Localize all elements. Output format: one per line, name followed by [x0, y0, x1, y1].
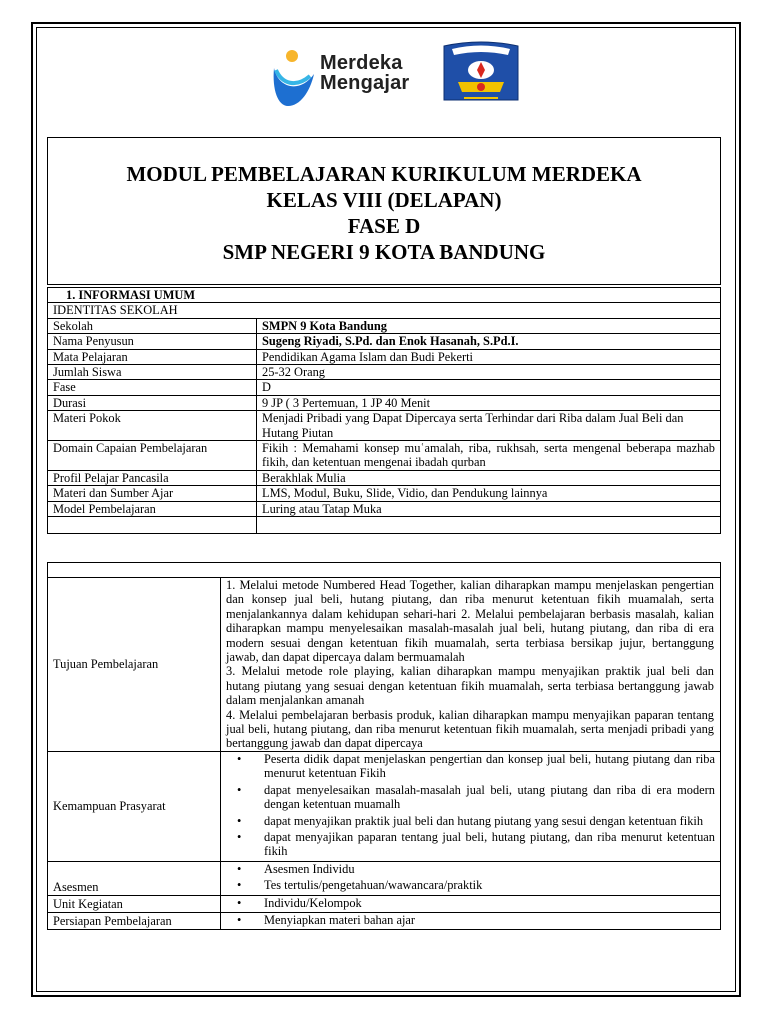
field-value: Sugeng Riyadi, S.Pd. dan Enok Hasanah, S.Pd.I.	[257, 334, 721, 349]
table-row	[48, 486, 721, 501]
row-label-asesmen: Asesmen	[48, 861, 221, 895]
list-item: • dapat menyelesaikan masalah-masalah jual beli, utang piutang dan riba di era modern dengan ketentuan muamalh	[264, 783, 715, 812]
empty-header-row	[48, 563, 721, 578]
asesmen-list	[226, 862, 715, 893]
section-subheading: IDENTITAS SEKOLAH	[48, 303, 721, 318]
module-title-box	[47, 137, 721, 285]
table-row	[48, 563, 721, 578]
tujuan-paragraph: 3. Melalui metode role playing, kalian diharapkan mampu menyajikan praktik jual beli dan hutang piutang yang sesuai dengan ketentuan fikih muamalah, serta terbiasa bertanggung jawab dalam menjalankan amanah	[226, 664, 714, 708]
list-item: • Menyiapkan materi bahan ajar	[264, 913, 715, 927]
list-item: • Individu/Kelompok	[264, 896, 715, 910]
tujuan-content	[221, 578, 721, 752]
table-row	[48, 441, 721, 471]
section-heading: 1. INFORMASI UMUM	[48, 288, 721, 303]
field-value: Fikih : Memahami konsep muʿamalah, riba, rukhsah, serta mengenal beberapa mazhab fikih, dan ketentuan mengenai ibadah qurban	[257, 441, 721, 471]
row-label-unit: Unit Kegiatan	[48, 895, 221, 912]
table-row	[48, 517, 721, 534]
field-label: Materi dan Sumber Ajar	[48, 486, 257, 501]
prasyarat-content	[221, 751, 721, 861]
table-row	[48, 411, 721, 441]
table-row	[48, 395, 721, 410]
field-value: Luring atau Tatap Muka	[257, 501, 721, 516]
list-item: • Peserta didik dapat menjelaskan pengertian dan konsep jual beli, hutang piutang dan riba menurut ketentuan Fikih	[264, 752, 715, 781]
field-label: Model Pembelajaran	[48, 501, 257, 516]
field-label: Domain Capaian Pembelajaran	[48, 441, 257, 471]
kompetensi-table	[47, 562, 721, 930]
field-value: Menjadi Pribadi yang Dapat Dipercaya serta Terhindar dari Riba dalam Jual Beli dan Hutang Piutan	[257, 411, 721, 441]
list-item: • dapat menyajikan praktik jual beli dan hutang piutang yang sesui dengan ketentuan fikih	[264, 814, 715, 828]
tut-wuri-handayani-logo	[438, 40, 524, 110]
title-line-1: MODUL PEMBELAJARAN KURIKULUM MERDEKA	[126, 162, 642, 186]
list-item: • Tes tertulis/pengetahuan/wawancara/praktik	[264, 878, 715, 892]
table-row	[48, 751, 721, 861]
tujuan-paragraph: 1. Melalui metode Numbered Head Together, kalian diharapkan mampu menjelaskan pengertian dan konsep jual beli, hutang piutang, dan riba menurut ketentuan fikih muamalah, serta menjalankannya dalam kehidupan sehari-hari 2. Melalui pembelajaran berbasis masalah, kalian diharapkan mampu menyelesaikan masalah-masalah jual beli, hutang piutang, dan riba di era modern sesuai dengan ketentuan fikih muamalah, serta terbiasa bersikap jujur, bertanggung jawab, dan dapat dipercaya dalam bermuamalah	[226, 578, 714, 665]
row-label-tujuan: Tujuan Pembelajaran	[48, 578, 221, 752]
list-item: • dapat menyajikan paparan tentang jual beli, hutang piutang, dan riba menurut ketentuan fikih	[264, 830, 715, 859]
title-line-3: FASE D	[347, 214, 421, 238]
field-label: Profil Pelajar Pancasila	[48, 470, 257, 485]
table-row	[48, 318, 721, 333]
table-row	[48, 895, 721, 912]
field-value: 25-32 Orang	[257, 365, 721, 380]
table-row	[48, 288, 721, 303]
field-label: Materi Pokok	[48, 411, 257, 441]
unit-list	[226, 896, 715, 910]
field-label: Fase	[48, 380, 257, 395]
table-row	[48, 365, 721, 380]
logo-text-mengajar: Mengajar	[320, 72, 410, 94]
table-row	[48, 470, 721, 485]
informasi-umum-table	[47, 287, 721, 534]
table-row	[48, 303, 721, 318]
prasyarat-list	[226, 752, 715, 859]
field-label: Durasi	[48, 395, 257, 410]
field-value: D	[257, 380, 721, 395]
title-line-4: SMP NEGERI 9 KOTA BANDUNG	[222, 240, 546, 264]
table-row	[48, 334, 721, 349]
field-value: 9 JP ( 3 Pertemuan, 1 JP 40 Menit	[257, 395, 721, 410]
table-row	[48, 578, 721, 752]
empty-cell	[257, 517, 721, 534]
table-row	[48, 861, 721, 895]
empty-cell	[48, 517, 257, 534]
field-value: LMS, Modul, Buku, Slide, Vidio, dan Pendukung lainnya	[257, 486, 721, 501]
title-line-2: KELAS VIII (DELAPAN)	[266, 188, 502, 212]
asesmen-content	[221, 861, 721, 895]
table-row	[48, 349, 721, 364]
field-value: Pendidikan Agama Islam dan Budi Pekerti	[257, 349, 721, 364]
field-value: Berakhlak Mulia	[257, 470, 721, 485]
merdeka-mengajar-wordmark	[320, 53, 409, 93]
list-item: • Asesmen Individu	[264, 862, 715, 876]
tujuan-paragraph: 4. Melalui pembelajaran berbasis produk, kalian diharapkan mampu menyajikan paparan tentang jual beli, hutang piutang, dan riba menurut ketentuan fikih muamalah, serta menjadi pribadi yang bertanggung jawab dan dapat dipercaya	[226, 707, 714, 751]
field-label: Mata Pelajaran	[48, 349, 257, 364]
unit-content	[221, 895, 721, 912]
logo-text-merdeka: Merdeka	[320, 52, 403, 74]
persiapan-list	[226, 913, 715, 927]
field-label: Sekolah	[48, 318, 257, 333]
table-row	[48, 501, 721, 516]
field-label: Nama Penyusun	[48, 334, 257, 349]
row-label-persiapan: Persiapan Pembelajaran	[48, 912, 221, 929]
field-value: SMPN 9 Kota Bandung	[257, 318, 721, 333]
persiapan-content	[221, 912, 721, 929]
table-row	[48, 912, 721, 929]
field-label: Jumlah Siswa	[48, 365, 257, 380]
row-label-prasyarat: Kemampuan Prasyarat	[48, 751, 221, 861]
table-row	[48, 380, 721, 395]
